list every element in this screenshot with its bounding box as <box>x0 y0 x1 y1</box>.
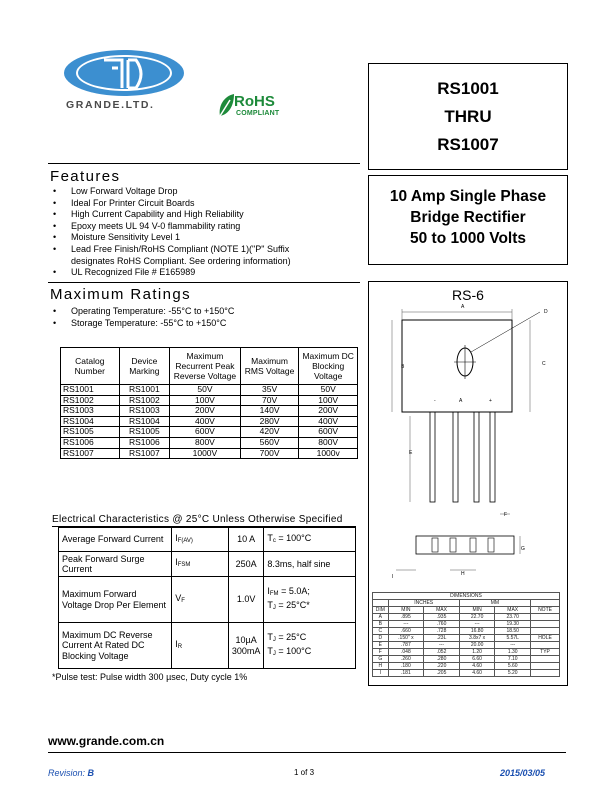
dim-cell: I <box>373 670 389 677</box>
cell: RS1002 <box>119 395 170 406</box>
dim-header-row <box>373 607 560 614</box>
col-header: MIN <box>459 607 495 614</box>
ratings-divider <box>48 282 360 283</box>
cond-sub: FM <box>269 591 279 597</box>
dim-cell: 16.80 <box>459 628 495 635</box>
dim-cell: 7.10 <box>495 656 531 663</box>
rohs-compliant-text: COMPLIANT <box>236 110 280 117</box>
cond-rest: = 5.0A; <box>278 586 310 596</box>
cell: RS1007 <box>61 448 120 459</box>
cond-sub: J <box>272 604 276 611</box>
dim-cell: .728 <box>424 628 460 635</box>
dim-cell <box>531 656 560 663</box>
dim-label-f: F <box>504 512 508 518</box>
cell: 50V <box>299 385 358 396</box>
description-line-2: Bridge Rectifier <box>410 209 526 226</box>
cond-rest: = 25°C <box>275 632 307 642</box>
symbol-sub: FSM <box>177 562 191 569</box>
dim-row <box>373 656 560 663</box>
package-name: RS-6 <box>452 287 484 303</box>
col-group-mm: MM <box>459 600 530 607</box>
cell: 1000V <box>170 448 241 459</box>
dim-label-b: B <box>401 364 405 370</box>
cond-sub: J <box>272 650 276 657</box>
dim-cell: .660 <box>388 628 424 635</box>
features-list <box>52 186 362 279</box>
value-cell: 250A <box>228 552 264 577</box>
dim-row <box>373 635 560 642</box>
param-cell: Maximum Forward Voltage Drop Per Element <box>59 577 172 623</box>
feature-item: • Ideal For Printer Circuit Boards <box>52 198 362 210</box>
dim-cell: 23.70 <box>495 614 531 621</box>
cell: 35V <box>240 385 299 396</box>
dim-cell: 20.00 <box>459 642 495 649</box>
cell: 700V <box>240 448 299 459</box>
cell: RS1001 <box>119 385 170 396</box>
dim-cell: 6.60 <box>459 656 495 663</box>
package-drawing <box>370 300 566 590</box>
cell: RS1002 <box>61 395 120 406</box>
cond: T <box>267 632 273 642</box>
cond-sub: c <box>272 537 276 544</box>
cell: RS1006 <box>61 437 120 448</box>
dim-cell <box>531 670 560 677</box>
dim-cell: .052 <box>424 649 460 656</box>
symbol-cell <box>172 528 229 552</box>
dim-row <box>373 614 560 621</box>
col-group-inches: INCHES <box>388 600 459 607</box>
dim-label-c: C <box>542 361 546 367</box>
ratings-table <box>60 347 358 459</box>
dim-cell <box>531 663 560 670</box>
dim-cell: .935 <box>424 614 460 621</box>
symbol: I <box>175 557 178 568</box>
col-header: DIM <box>373 607 389 614</box>
cell: RS1005 <box>119 427 170 438</box>
cell: 420V <box>240 427 299 438</box>
cell: RS1007 <box>119 448 170 459</box>
dim-cell: 1.30 <box>495 649 531 656</box>
param-cell: Average Forward Current <box>59 528 172 552</box>
dim-cell: .220 <box>424 663 460 670</box>
dim-cell: .150" x <box>388 635 424 642</box>
dim-cell: .260 <box>388 656 424 663</box>
condition-cell: 8.3ms, half sine <box>264 552 356 577</box>
feature-item: • Lead Free Finish/RoHS Compliant (NOTE 1)("P" Suffix <box>52 244 362 256</box>
dimensions-title: DIMENSIONS <box>373 593 560 600</box>
dim-label-a2: A <box>459 398 463 404</box>
cell: 100V <box>299 395 358 406</box>
cell: 560V <box>240 437 299 448</box>
symbol: I <box>175 532 178 543</box>
dim-cell: B <box>373 621 389 628</box>
rating-item: • Operating Temperature: -55°C to +150°C <box>52 306 362 318</box>
dim-cell: F <box>373 649 389 656</box>
dim-cell: .787 <box>388 642 424 649</box>
symbol-sub: R <box>177 643 183 650</box>
dim-cell: A <box>373 614 389 621</box>
electrical-title: Electrical Characteristics @ 25°C Unless Otherwise Specified <box>52 514 343 525</box>
dim-cell: .205 <box>424 670 460 677</box>
cell: 600V <box>299 427 358 438</box>
dim-cell: .180 <box>388 663 424 670</box>
symbol-sub: F(AV) <box>177 537 193 544</box>
page-number: 1 of 3 <box>294 768 315 777</box>
part-number-box <box>368 63 568 170</box>
revision-label: Revision: <box>48 768 88 778</box>
cond-rest: = 100°C <box>275 532 312 543</box>
dim-row <box>373 649 560 656</box>
dim-cell: 19.30 <box>495 621 531 628</box>
col-header: MIN <box>388 607 424 614</box>
lead-label-plus: + <box>489 398 492 404</box>
dim-cell: --- <box>388 621 424 628</box>
header-max-recurrent: Maximum Recurrent Peak Reverse Voltage <box>170 348 241 385</box>
cell: 600V <box>170 427 241 438</box>
dim-cell: --- <box>459 621 495 628</box>
col-header: MAX <box>424 607 460 614</box>
cond: I <box>267 586 270 596</box>
symbol-cell <box>172 623 229 669</box>
dim-cell: .760 <box>424 621 460 628</box>
value-cell: 1.0V <box>228 577 264 623</box>
description-line-1: 10 Amp Single Phase <box>389 188 547 205</box>
condition-cell <box>264 577 356 623</box>
cond-rest: = 25°C* <box>275 599 310 610</box>
features-title: Features <box>50 168 121 185</box>
cell: 1000v <box>299 448 358 459</box>
dim-cell: 18.50 <box>495 628 531 635</box>
dim-cell: .23L <box>424 635 460 642</box>
cell: 70V <box>240 395 299 406</box>
dim-cell: .280 <box>424 656 460 663</box>
dim-label-d: D <box>544 309 548 315</box>
part-number-thru: THRU <box>444 107 492 126</box>
dim-cell: .048 <box>388 649 424 656</box>
cell: 50V <box>170 385 241 396</box>
cell: 100V <box>170 395 241 406</box>
dim-cell: 1.20 <box>459 649 495 656</box>
cell: RS1003 <box>61 406 120 417</box>
pulse-test-note: *Pulse test: Pulse width 300 µsec, Duty cycle 1% <box>52 672 248 682</box>
cell: 800V <box>170 437 241 448</box>
feature-item: • Moisture Sensitivity Level 1 <box>52 232 362 244</box>
header-max-rms: Maximum RMS Voltage <box>240 348 299 385</box>
param-cell: Maximum DC Reverse Current At Rated DC Blocking Voltage <box>59 623 172 669</box>
dim-label-h: H <box>461 571 465 577</box>
part-number-end: RS1007 <box>437 135 499 154</box>
dim-cell: H <box>373 663 389 670</box>
company-name: GRANDE.LTD. <box>66 99 155 111</box>
cell: 200V <box>170 406 241 417</box>
revision-value: B <box>87 768 95 778</box>
col-header: MAX <box>495 607 531 614</box>
logo-gd-mark <box>100 56 150 92</box>
dim-cell: E <box>373 642 389 649</box>
symbol-cell <box>172 577 229 623</box>
cell: RS1003 <box>119 406 170 417</box>
rohs-logo-text: RoHS <box>234 93 275 110</box>
dim-cell: C <box>373 628 389 635</box>
cond: T <box>267 532 273 543</box>
dim-row <box>373 628 560 635</box>
feature-item: • UL Recognized File # E165989 <box>52 267 362 279</box>
feature-item-continuation: designates RoHS Compliant. See ordering information) <box>71 255 291 266</box>
cell: RS1005 <box>61 427 120 438</box>
dim-label-i: I <box>392 574 394 580</box>
rohs-leaf-icon <box>216 92 236 118</box>
cond-rest: = 100°C <box>275 645 312 656</box>
symbol-sub: F <box>181 597 185 604</box>
dim-row <box>373 621 560 628</box>
cell: 280V <box>240 416 299 427</box>
dim-label-e: E <box>409 450 413 456</box>
feature-item: • Low Forward Voltage Drop <box>52 186 362 198</box>
dim-row <box>373 670 560 677</box>
dim-cell <box>531 621 560 628</box>
dimensions-table <box>372 592 560 677</box>
table-row <box>59 577 356 623</box>
header-max-dc: Maximum DC Blocking Voltage <box>299 348 358 385</box>
cond-sub: J <box>272 637 276 643</box>
ratings-table-header <box>61 348 358 385</box>
table-row <box>61 437 358 448</box>
table-row <box>59 552 356 577</box>
value-cell: 10 A <box>228 528 264 552</box>
footer-divider <box>48 752 566 753</box>
dim-cell: .895 <box>388 614 424 621</box>
features-divider <box>48 163 360 164</box>
table-row <box>61 385 358 396</box>
dim-cell: 22.70 <box>459 614 495 621</box>
cond: T <box>267 599 273 610</box>
dim-cell: --- <box>424 642 460 649</box>
dim-label-a: A <box>461 304 465 310</box>
lead-label-minus: - <box>434 398 436 404</box>
dim-row <box>373 663 560 670</box>
table-row <box>59 623 356 669</box>
cell: 800V <box>299 437 358 448</box>
dim-cell <box>531 642 560 649</box>
dim-row <box>373 642 560 649</box>
dim-cell: 4.60 <box>459 663 495 670</box>
part-number-start: RS1001 <box>437 79 499 98</box>
cond: T <box>267 645 273 656</box>
condition-cell <box>264 623 356 669</box>
table-row <box>61 406 358 417</box>
cell: RS1001 <box>61 385 120 396</box>
cell: 200V <box>299 406 358 417</box>
document-date: 2015/03/05 <box>500 768 546 778</box>
cell: 400V <box>299 416 358 427</box>
dim-cell <box>531 628 560 635</box>
dim-label-g: G <box>521 546 525 552</box>
table-row <box>61 395 358 406</box>
dim-cell: 4.60 <box>459 670 495 677</box>
table-row <box>59 528 356 552</box>
table-row <box>61 416 358 427</box>
param-cell: Peak Forward Surge Current <box>59 552 172 577</box>
dimensions-body <box>373 614 560 677</box>
symbol-cell <box>172 552 229 577</box>
cell: RS1004 <box>119 416 170 427</box>
description-box <box>368 175 568 265</box>
cell: 400V <box>170 416 241 427</box>
condition-cell <box>264 528 356 552</box>
symbol: V <box>175 592 182 603</box>
description-line-3: 50 to 1000 Volts <box>409 230 526 247</box>
dim-cell: D <box>373 635 389 642</box>
table-row <box>61 448 358 459</box>
dim-cell: 5.60 <box>495 663 531 670</box>
cell: RS1004 <box>61 416 120 427</box>
header-catalog-number: Catalog Number <box>61 348 120 385</box>
symbol: I <box>175 638 178 649</box>
revision <box>48 768 94 778</box>
cell: RS1006 <box>119 437 170 448</box>
dim-cell: HOLE <box>531 635 560 642</box>
dim-cell: TYP <box>531 649 560 656</box>
dim-cell: 3.8x7 x <box>459 635 495 642</box>
feature-item: • High Current Capability and High Reliability <box>52 209 362 221</box>
feature-item: • Epoxy meets UL 94 V-0 flammability rating <box>52 221 362 233</box>
header-device-marking: Device Marking <box>119 348 170 385</box>
cell: 140V <box>240 406 299 417</box>
dim-cell <box>531 614 560 621</box>
dim-cell: G <box>373 656 389 663</box>
value-cell: 10µA 300mA <box>228 623 264 669</box>
ratings-list <box>52 306 362 329</box>
dim-cell: 5.20 <box>495 670 531 677</box>
dim-cell: --- <box>495 642 531 649</box>
ratings-title: Maximum Ratings <box>50 286 192 303</box>
rating-item: • Storage Temperature: -55°C to +150°C <box>52 318 362 330</box>
dim-cell: .181 <box>388 670 424 677</box>
col-header: NOTE <box>531 607 560 614</box>
dim-cell: 5.57L <box>495 635 531 642</box>
website-link[interactable]: www.grande.com.cn <box>48 734 165 748</box>
electrical-table <box>58 527 356 669</box>
table-row <box>61 427 358 438</box>
